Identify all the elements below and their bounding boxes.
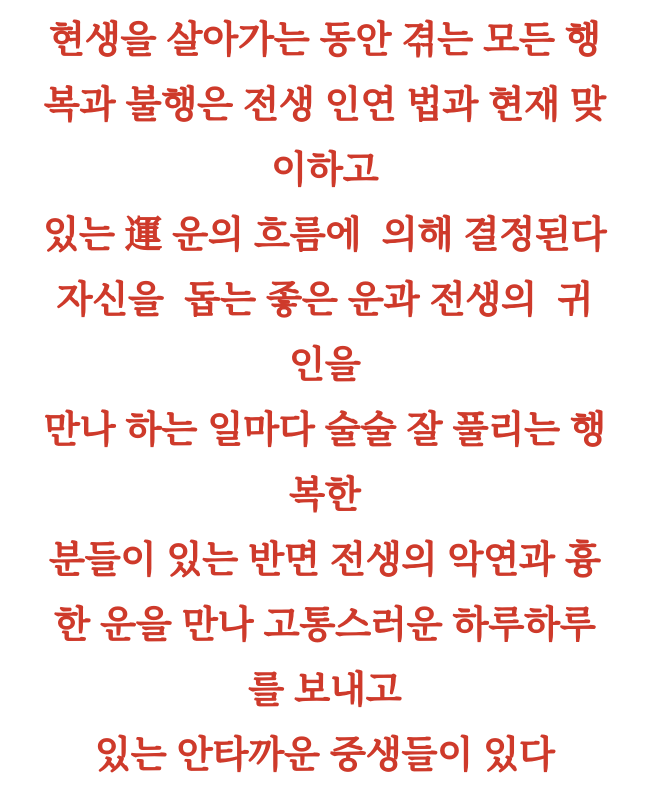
text-line-6: 인을 bbox=[289, 344, 361, 385]
text-line-12: 있는 안타까운 중생들이 있다 bbox=[95, 734, 555, 775]
text-line-5: 자신을 돕는 좋은 운과 전생의 귀 bbox=[56, 279, 594, 320]
text-line-10: 한 운을 만나 고통스러운 하루하루 bbox=[54, 604, 596, 645]
text-line-9: 분들이 있는 반면 전생의 악연과 흉 bbox=[49, 539, 601, 580]
text-line-3: 이하고 bbox=[271, 149, 379, 190]
text-line-1: 현생을 살아가는 동안 겪는 모든 행 bbox=[49, 19, 601, 60]
text-line-11: 를 보내고 bbox=[248, 669, 402, 710]
text-line-2: 복과 불행은 전생 인연 법과 현재 맞 bbox=[43, 84, 607, 125]
text-line-4: 있는 運 운의 흐름에 의해 결정된다 bbox=[43, 214, 607, 255]
text-line-8: 복한 bbox=[289, 474, 361, 515]
text-line-7: 만나 하는 일마다 술술 잘 풀리는 행 bbox=[43, 409, 607, 450]
